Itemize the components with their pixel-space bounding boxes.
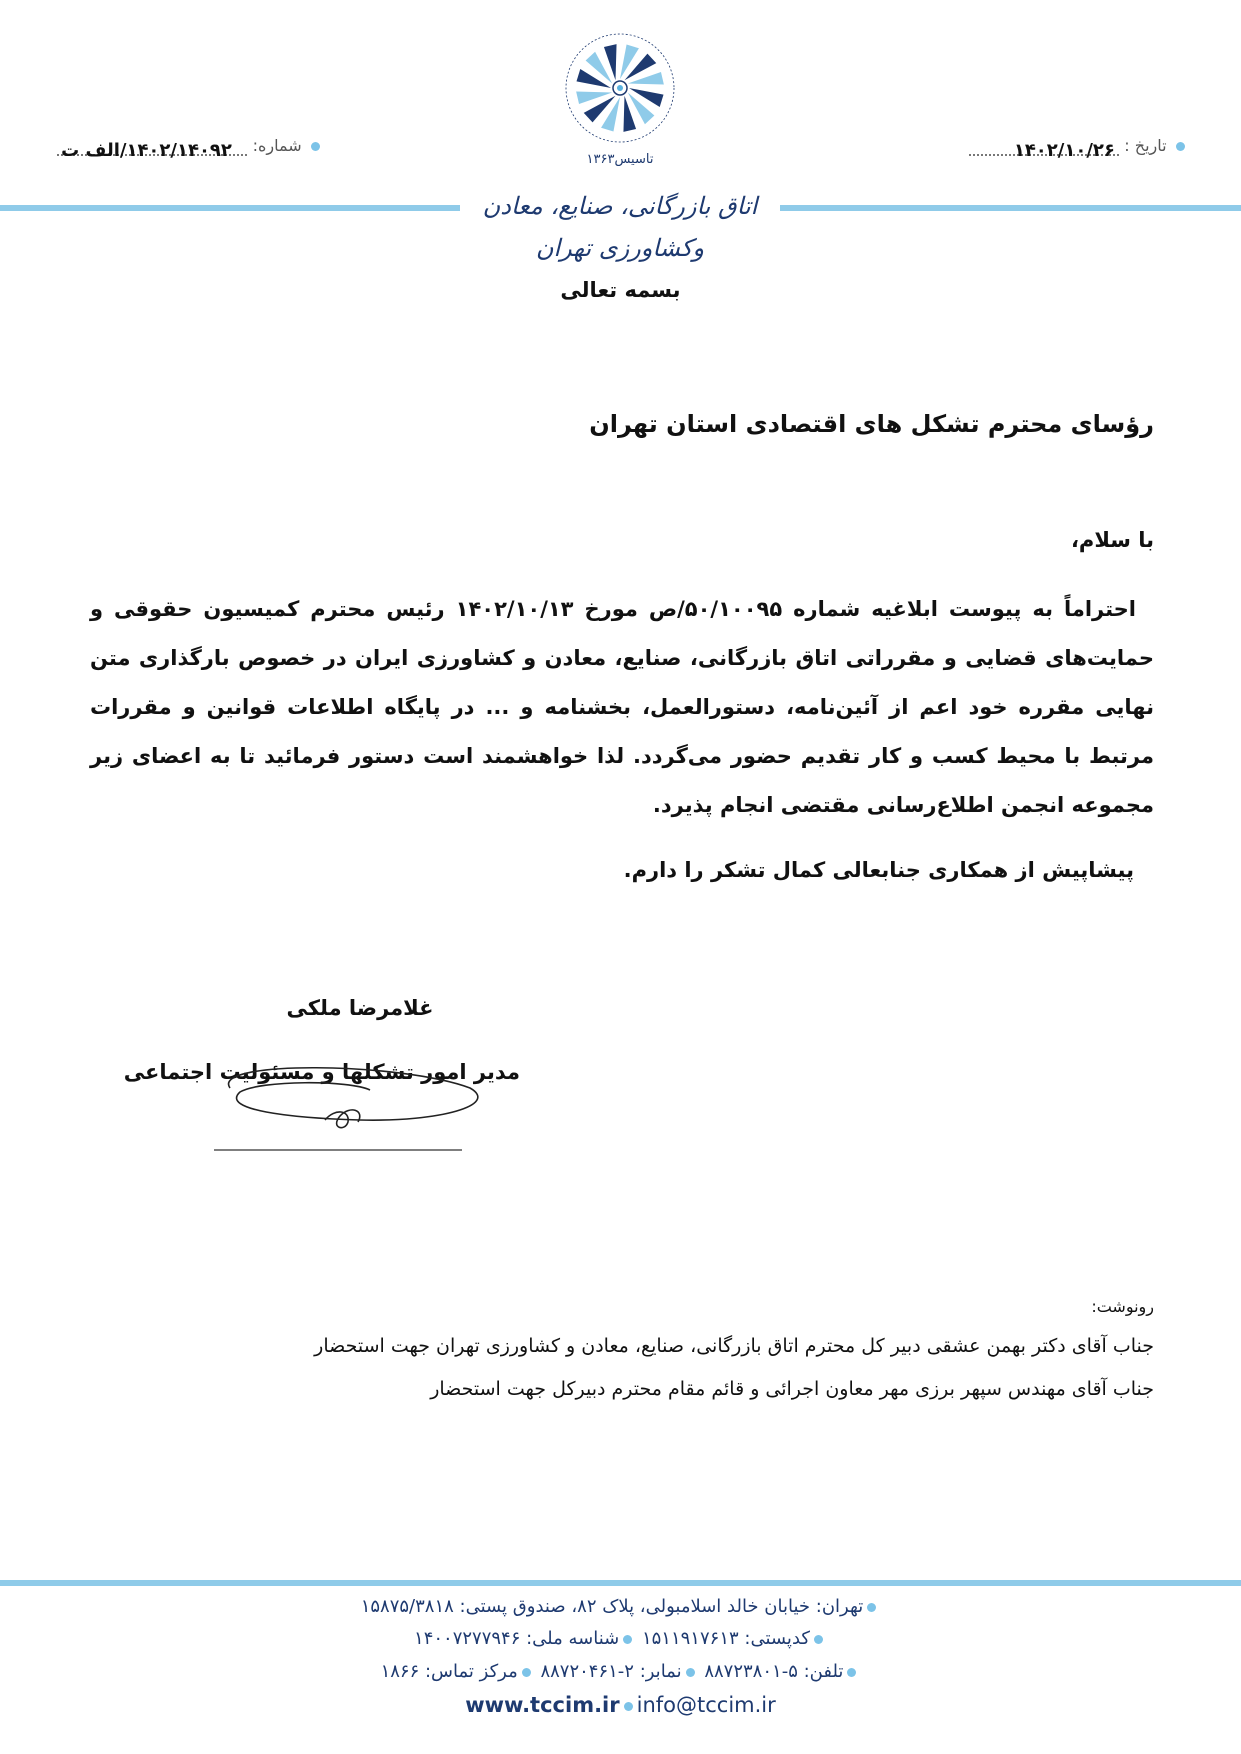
founded-year: تاسیس۱۳۶۳ [586, 152, 654, 167]
bullet-icon [624, 1702, 633, 1711]
greeting: با سلام، [1070, 528, 1154, 552]
bullet-icon [311, 142, 320, 151]
chamber-logo [550, 18, 690, 158]
number-label: شماره: [252, 136, 302, 155]
bullet-icon [522, 1668, 531, 1677]
signatory-name: غلامرضا ملکی [286, 996, 434, 1020]
cc-item: جناب آقای دکتر بهمن عشقی دبیر کل محترم اتاق بازرگانی، صنایع، معادن و کشاورزی تهران جهت استحضار [314, 1335, 1154, 1357]
national-id: شناسه ملی: ۱۴۰۰۷۲۷۷۹۴۶ [414, 1628, 620, 1649]
number-value: ۱۴۰۲/۱۴۰۹۲/الف ت [61, 140, 232, 161]
address-text: تهران: خیابان خالد اسلامبولی، پلاک ۸۲، صندوق پستی: ۱۵۸۷۵/۳۸۱۸ [360, 1596, 864, 1617]
cc-item: جناب آقای مهندس سپهر برزی مهر معاون اجرائی و قائم مقام محترم دبیرکل جهت استحضار [430, 1378, 1154, 1400]
bullet-icon [623, 1635, 632, 1644]
bullet-icon [1176, 142, 1185, 151]
recipient-heading: رؤسای محترم تشکل های اقتصادی استان تهران [589, 410, 1154, 438]
footer-web [0, 1693, 1241, 1717]
signatory-title: مدیر امور تشکلها و مسئولیت اجتماعی [123, 1060, 520, 1084]
bullet-icon [847, 1668, 856, 1677]
footer-ids [0, 1628, 1241, 1649]
footer-divider [0, 1580, 1241, 1586]
contact-center: مرکز تماس: ۱۸۶۶ [380, 1661, 518, 1682]
bullet-icon [814, 1635, 823, 1644]
handwritten-signature [200, 1050, 500, 1160]
letter-number-field [60, 136, 320, 170]
letter-body: احتراماً به پیوست ابلاغیه شماره ۵۰/۱۰۰۹۵/ص مورخ ۱۴۰۲/۱۰/۱۳ رئیس محترم کمیسیون حقوقی و حمایت‌های قضایی و مقرراتی اتاق بازرگانی، صنایع، معادن و کشاورزی ایران در خصوص بارگذاری متن نهایی مقرره خود اعم از آئین‌نامه، دستورالعمل، بخشنامه و ... در پایگاه اطلاعات قوانین و مقررات مرتبط با محیط کسب و کار تقدیم حضور می‌گردد. لذا خواهشمند است دستور فرمائید تا به اعضای زیر مجموعه انجمن اطلاع‌رسانی مقتضی انجام پذیرد. [90, 597, 1154, 817]
chamber-name: اتاق بازرگانی، صنایع، معادن وکشاورزی تهران [460, 185, 780, 227]
date-field [925, 136, 1185, 170]
footer-contacts [0, 1661, 1241, 1682]
closing-line: پیشاپیش از همکاری جنابعالی کمال تشکر را دارم. [623, 858, 1134, 882]
footer-address [0, 1596, 1241, 1617]
date-dotted-line [969, 140, 1119, 161]
fax-number: نمابر: ۲-۸۸۷۲۰۴۶۱ [540, 1661, 682, 1682]
postal-code: کدپستی: ۱۵۱۱۹۱۷۶۱۳ [641, 1628, 810, 1649]
email-link[interactable]: info@tccim.ir [636, 1693, 776, 1717]
website-link[interactable]: www.tccim.ir [465, 1693, 620, 1717]
date-label: تاریخ : [1124, 136, 1167, 155]
basmala: بسمه تعالی [560, 278, 681, 302]
bullet-icon [867, 1603, 876, 1612]
phone-number: تلفن: ۵-۸۸۷۲۳۸۰۱ [704, 1661, 844, 1682]
cc-label: رونوشت: [1091, 1297, 1154, 1316]
date-value: ۱۴۰۲/۱۰/۲۶ [1013, 140, 1115, 161]
bullet-icon [686, 1668, 695, 1677]
number-dotted-line [57, 140, 247, 161]
